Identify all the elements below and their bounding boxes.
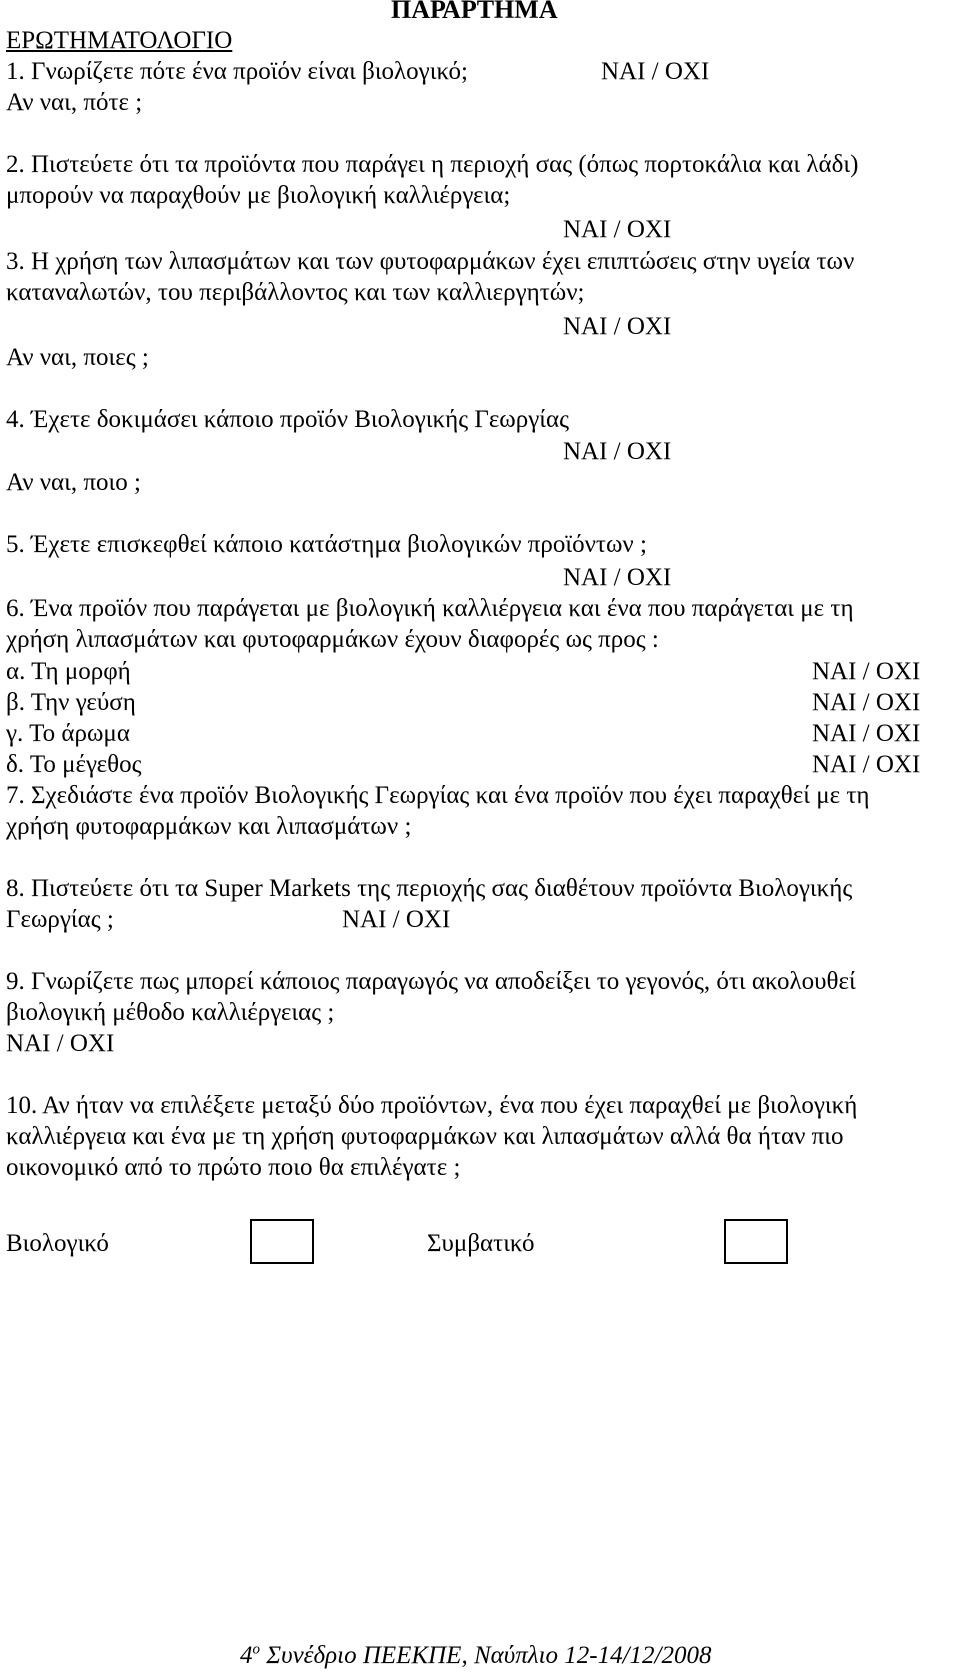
question-10-line-1: 10. Αν ήταν να επιλέξετε μεταξύ δύο προϊόντων, ένα που έχει παραχθεί με βιολογική	[6, 1092, 858, 1119]
question-6-line-2: χρήση λιπασμάτων και φυτοφαρμάκων έχουν διαφορές ως προς :	[6, 626, 659, 653]
question-6-item-a-answer: ΝΑΙ / ΟΧΙ	[812, 658, 921, 685]
question-1-followup: Αν ναι, πότε ;	[6, 89, 143, 116]
question-6-item-b: β. Την γεύση	[6, 689, 136, 716]
page-title: ΠΑΡΑΡΤΗΜΑ	[391, 0, 558, 24]
question-4-text: 4. Έχετε δοκιμάσει κάποιο προϊόν Βιολογικής Γεωργίας	[6, 406, 570, 433]
question-3-line-2: καταναλωτών, του περιβάλλοντος και των καλλιεργητών;	[6, 279, 585, 306]
question-4-answer: ΝΑΙ / ΟΧΙ	[563, 438, 672, 465]
footer-number: 4	[240, 1642, 253, 1669]
footer-text: Συνέδριο ΠΕΕΚΠΕ, Ναύπλιο 12-14/12/2008	[260, 1642, 712, 1669]
question-2-line-1: 2. Πιστεύετε ότι τα προϊόντα που παράγει η περιοχή σας (όπως πορτοκάλια και λάδι)	[6, 151, 859, 178]
question-6-item-c: γ. Το άρωμα	[6, 720, 130, 747]
question-6-item-a: α. Τη μορφή	[6, 658, 131, 685]
questionnaire-heading: ΕΡΩΤΗΜΑΤΟΛΟΓΙΟ	[6, 27, 233, 54]
question-5-answer: ΝΑΙ / ΟΧΙ	[563, 564, 672, 591]
question-7-line-1: 7. Σχεδιάστε ένα προϊόν Βιολογικής Γεωργίας και ένα προϊόν που έχει παραχθεί με τη	[6, 782, 870, 809]
option-organic-label: Βιολογικό	[6, 1230, 109, 1257]
question-1-answer: ΝΑΙ / ΟΧΙ	[601, 58, 710, 85]
question-8-line-2: Γεωργίας ;	[6, 906, 114, 933]
conference-footer	[240, 1640, 711, 1671]
question-2-line-2: μπορούν να παραχθούν με βιολογική καλλιέργεια;	[6, 182, 511, 209]
question-10-line-2: καλλιέργεια και ένα με τη χρήση φυτοφαρμάκων και λιπασμάτων αλλά θα ήταν πιο	[6, 1123, 844, 1150]
question-2-answer: ΝΑΙ / ΟΧΙ	[563, 216, 672, 243]
question-8-line-1: 8. Πιστεύετε ότι τα Super Markets της περιοχής σας διαθέτουν προϊόντα Βιολογικής	[6, 875, 853, 902]
footer-ordinal: ο	[252, 1641, 260, 1658]
question-9-answer: ΝΑΙ / ΟΧΙ	[6, 1030, 115, 1057]
option-conventional-label: Συμβατικό	[427, 1230, 535, 1257]
question-7-line-2: χρήση φυτοφαρμάκων και λιπασμάτων ;	[6, 813, 412, 840]
question-3-line-1: 3. Η χρήση των λιπασμάτων και των φυτοφαρμάκων έχει επιπτώσεις στην υγεία των	[6, 248, 855, 275]
question-3-followup: Αν ναι, ποιες ;	[6, 344, 149, 371]
question-9-line-2: βιολογική μέθοδο καλλιέργειας ;	[6, 999, 335, 1026]
question-1-text: 1. Γνωρίζετε πότε ένα προϊόν είναι βιολογικό;	[6, 58, 468, 85]
question-10-line-3: οικονομικό από το πρώτο ποιο θα επιλέγατε ;	[6, 1154, 461, 1181]
question-6-item-c-answer: ΝΑΙ / ΟΧΙ	[812, 720, 921, 747]
question-9-line-1: 9. Γνωρίζετε πως μπορεί κάποιος παραγωγός να αποδείξει το γεγονός, ότι ακολουθεί	[6, 968, 856, 995]
option-organic-checkbox[interactable]	[250, 1219, 314, 1264]
question-3-answer: ΝΑΙ / ΟΧΙ	[563, 313, 672, 340]
question-6-item-d: δ. Το μέγεθος	[6, 751, 142, 778]
question-6-item-b-answer: ΝΑΙ / ΟΧΙ	[812, 689, 921, 716]
question-6-item-d-answer: ΝΑΙ / ΟΧΙ	[812, 751, 921, 778]
question-4-followup: Αν ναι, ποιο ;	[6, 469, 141, 496]
question-5-text: 5. Έχετε επισκεφθεί κάποιο κατάστημα βιολογικών προϊόντων ;	[6, 531, 647, 558]
question-6-line-1: 6. Ένα προϊόν που παράγεται με βιολογική καλλιέργεια και ένα που παράγεται με τη	[6, 595, 854, 622]
question-8-answer: ΝΑΙ / ΟΧΙ	[342, 906, 451, 933]
option-conventional-checkbox[interactable]	[724, 1219, 788, 1264]
